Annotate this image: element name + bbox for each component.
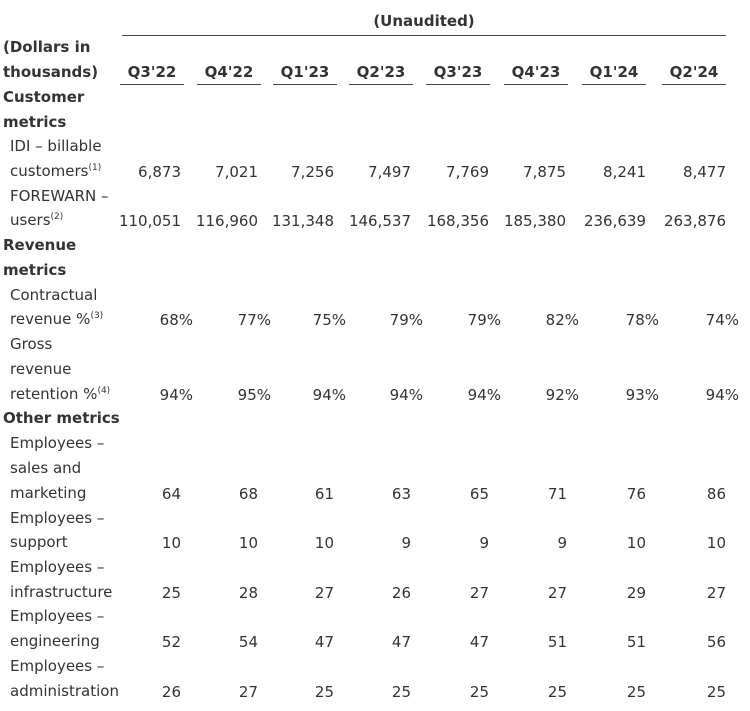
- row-label-sales-line-1: Employees –: [10, 434, 105, 452]
- row-label-infra-line-1: Employees –: [10, 558, 105, 576]
- row-label-contractual-line-2: [10, 307, 103, 332]
- column-header-q3-22: Q3'22: [120, 63, 184, 85]
- cell-gross-q3-22: 94%: [159, 386, 193, 404]
- column-header-q1-23: Q1'23: [273, 63, 337, 85]
- row-label-idi-line-1: IDI – billable: [10, 137, 102, 155]
- row-label-support-line-1: Employees –: [10, 509, 105, 527]
- cell-infra-q4-22: 28: [238, 584, 258, 602]
- cell-admin-q3-23: 25: [469, 683, 489, 701]
- cell-admin-q3-22: 26: [161, 683, 181, 701]
- row-label-engineering-line-1: Employees –: [10, 607, 105, 625]
- cell-engineering-q2-23: 47: [391, 633, 411, 651]
- row-label-gross-line-2: revenue: [10, 360, 72, 378]
- row-label-admin-line-2: administration: [10, 682, 119, 700]
- cell-admin-q2-24: 25: [706, 683, 726, 701]
- cell-gross-q1-23: 94%: [312, 386, 346, 404]
- section-revenue-metrics-line-1: Revenue: [3, 236, 77, 254]
- cell-support-q2-23: 9: [401, 534, 411, 552]
- cell-admin-q1-24: 25: [626, 683, 646, 701]
- column-header-q1-24: Q1'24: [582, 63, 646, 85]
- section-other-metrics: Other metrics: [3, 409, 120, 427]
- cell-infra-q2-23: 26: [391, 584, 411, 602]
- cell-gross-q2-24: 94%: [705, 386, 739, 404]
- cell-sales-q2-24: 86: [706, 485, 726, 503]
- cell-idi-q2-23: 7,497: [368, 163, 411, 181]
- cell-idi-q3-23: 7,769: [446, 163, 489, 181]
- cell-gross-q3-23: 94%: [467, 386, 501, 404]
- cell-sales-q3-22: 64: [161, 485, 181, 503]
- cell-idi-q2-24: 8,477: [683, 163, 726, 181]
- row-label-gross-line-1: Gross: [10, 335, 53, 353]
- cell-sales-q3-23: 65: [469, 485, 489, 503]
- cell-engineering-q1-23: 47: [314, 633, 334, 651]
- row-label-gross-line-3: [10, 382, 110, 407]
- section-customer-metrics-line-2: metrics: [3, 113, 67, 131]
- cell-support-q4-22: 10: [238, 534, 258, 552]
- column-header-q4-23: Q4'23: [504, 63, 568, 85]
- cell-engineering-q3-22: 52: [161, 633, 181, 651]
- column-header-q2-23: Q2'23: [349, 63, 413, 85]
- column-header-q3-23: Q3'23: [426, 63, 490, 85]
- cell-idi-q4-22: 7,021: [215, 163, 258, 181]
- cell-forewarn-q3-23: 168,356: [426, 212, 489, 230]
- cell-idi-q1-24: 8,241: [603, 163, 646, 181]
- cell-contractual-q1-24: 78%: [625, 311, 659, 329]
- cell-sales-q1-24: 76: [626, 485, 646, 503]
- cell-engineering-q2-24: 56: [706, 633, 726, 651]
- row-label-engineering-line-2: engineering: [10, 632, 100, 650]
- cell-gross-q2-23: 94%: [389, 386, 423, 404]
- cell-infra-q4-23: 27: [547, 584, 567, 602]
- cell-infra-q1-23: 27: [314, 584, 334, 602]
- cell-forewarn-q1-23: 131,348: [271, 212, 334, 230]
- cell-contractual-q3-23: 79%: [467, 311, 501, 329]
- cell-admin-q1-23: 25: [314, 683, 334, 701]
- cell-engineering-q4-22: 54: [238, 633, 258, 651]
- cell-forewarn-q4-22: 116,960: [195, 212, 258, 230]
- cell-support-q3-22: 10: [161, 534, 181, 552]
- cell-contractual-q2-24: 74%: [705, 311, 739, 329]
- cell-support-q1-23: 10: [314, 534, 334, 552]
- row-label-forewarn-text: users: [10, 211, 51, 229]
- cell-support-q1-24: 10: [626, 534, 646, 552]
- column-header-q4-22: Q4'22: [197, 63, 261, 85]
- cell-engineering-q1-24: 51: [626, 633, 646, 651]
- footnote-2-marker: (2): [50, 212, 64, 222]
- cell-infra-q1-24: 29: [626, 584, 646, 602]
- row-label-contractual-text: revenue %: [10, 310, 91, 328]
- footnote-1-marker: (1): [88, 163, 102, 173]
- cell-gross-q1-24: 93%: [625, 386, 659, 404]
- cell-forewarn-q3-22: 110,051: [118, 212, 181, 230]
- row-label-idi-line-2: [10, 159, 101, 184]
- row-label-admin-line-1: Employees –: [10, 657, 105, 675]
- cell-support-q3-23: 9: [479, 534, 489, 552]
- cell-contractual-q2-23: 79%: [389, 311, 423, 329]
- cell-engineering-q3-23: 47: [469, 633, 489, 651]
- cell-support-q4-23: 9: [557, 534, 567, 552]
- cell-idi-q1-23: 7,256: [291, 163, 334, 181]
- column-header-q2-24: Q2'24: [662, 63, 726, 85]
- cell-engineering-q4-23: 51: [547, 633, 567, 651]
- header-rule: [122, 35, 726, 36]
- cell-admin-q2-23: 25: [391, 683, 411, 701]
- corner-label-line-2: thousands): [3, 63, 99, 81]
- cell-contractual-q1-23: 75%: [312, 311, 346, 329]
- footnote-3-marker: (3): [90, 311, 104, 321]
- row-label-idi-text: customers: [10, 162, 89, 180]
- section-revenue-metrics-line-2: metrics: [3, 261, 67, 279]
- section-customer-metrics-line-1: Customer: [3, 88, 85, 106]
- cell-infra-q3-22: 25: [161, 584, 181, 602]
- unaudited-heading: (Unaudited): [373, 12, 475, 30]
- footnote-4-marker: (4): [97, 386, 111, 396]
- row-label-forewarn-line-1: FOREWARN –: [10, 187, 109, 205]
- cell-sales-q1-23: 61: [314, 485, 334, 503]
- cell-admin-q4-23: 25: [547, 683, 567, 701]
- cell-contractual-q3-22: 68%: [159, 311, 193, 329]
- cell-forewarn-q1-24: 236,639: [583, 212, 646, 230]
- corner-label-line-1: (Dollars in: [3, 38, 91, 56]
- row-label-infra-line-2: infrastructure: [10, 583, 113, 601]
- row-label-contractual-line-1: Contractual: [10, 286, 98, 304]
- cell-forewarn-q4-23: 185,380: [503, 212, 566, 230]
- row-label-forewarn-line-2: [10, 208, 63, 233]
- cell-idi-q4-23: 7,875: [523, 163, 566, 181]
- cell-forewarn-q2-24: 263,876: [663, 212, 726, 230]
- cell-sales-q2-23: 63: [391, 485, 411, 503]
- cell-forewarn-q2-23: 146,537: [348, 212, 411, 230]
- cell-gross-q4-23: 92%: [545, 386, 579, 404]
- cell-infra-q3-23: 27: [469, 584, 489, 602]
- cell-admin-q4-22: 27: [238, 683, 258, 701]
- cell-support-q2-24: 10: [706, 534, 726, 552]
- cell-idi-q3-22: 6,873: [138, 163, 181, 181]
- row-label-gross-text: retention %: [10, 385, 98, 403]
- cell-sales-q4-22: 68: [238, 485, 258, 503]
- row-label-sales-line-3: marketing: [10, 484, 87, 502]
- cell-contractual-q4-23: 82%: [545, 311, 579, 329]
- cell-infra-q2-24: 27: [706, 584, 726, 602]
- row-label-sales-line-2: sales and: [10, 459, 82, 477]
- cell-gross-q4-22: 95%: [237, 386, 271, 404]
- row-label-support-line-2: support: [10, 533, 68, 551]
- cell-contractual-q4-22: 77%: [237, 311, 271, 329]
- cell-sales-q4-23: 71: [547, 485, 567, 503]
